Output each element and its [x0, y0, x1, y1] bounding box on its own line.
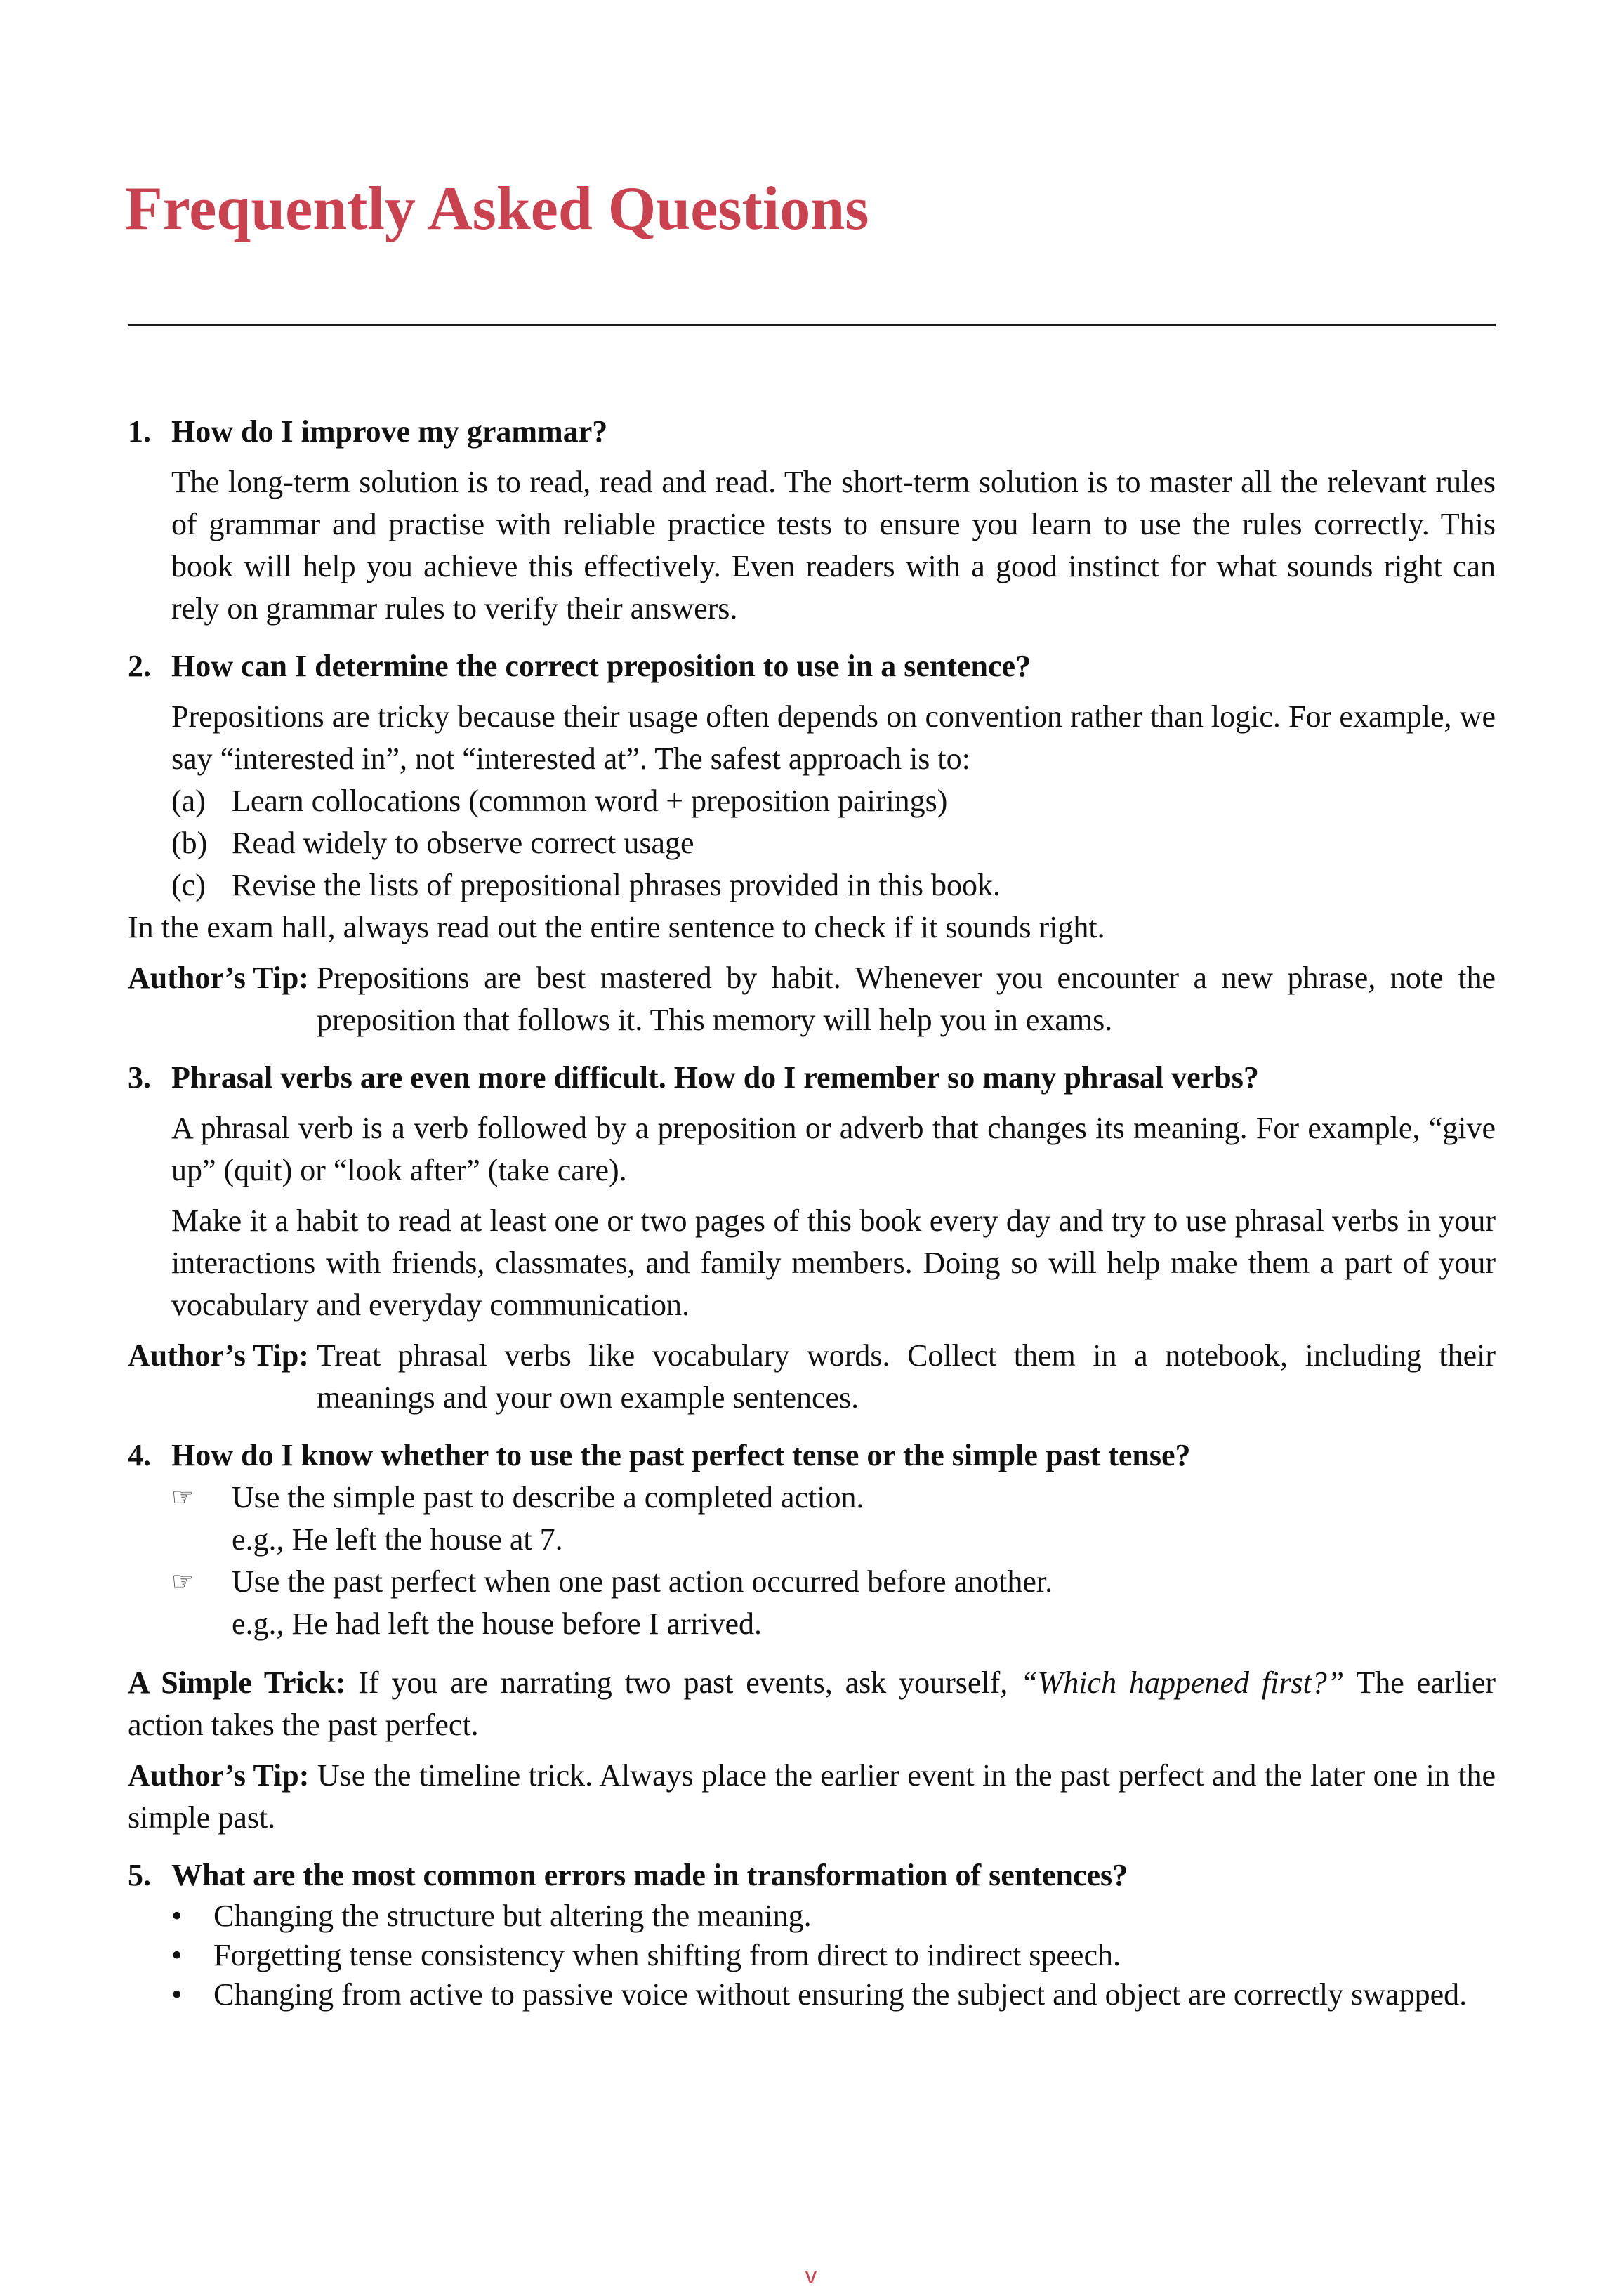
list-item	[171, 864, 1496, 906]
list-item-label: (b)	[171, 826, 208, 860]
bullet-icon: •	[171, 1938, 183, 1972]
list-item-label: (c)	[171, 868, 206, 902]
tip-label: Author’s Tip:	[128, 1338, 317, 1373]
point-text: Use the simple past to describe a completed action.	[232, 1480, 864, 1515]
authors-tip	[128, 1335, 1496, 1419]
bullet-icon: •	[171, 1899, 183, 1933]
answer-2: Prepositions are tricky because their usage often depends on convention rather than logic. For example, we say “interested in”, not “interested at”. The safest approach is to:	[171, 699, 1496, 776]
example-sentence: e.g., He had left the house before I arrived.	[232, 1606, 763, 1641]
question-text: How do I improve my grammar?	[171, 414, 608, 449]
question-1	[128, 411, 1496, 453]
tip-text: Prepositions are best mastered by habit. Whenever you encounter a new phrase, note the preposition that follows it. This memory will help you in exams.	[316, 961, 1496, 1037]
bullet-text: Forgetting tense consistency when shifting from direct to indirect speech.	[213, 1938, 1121, 1972]
example-sentence: e.g., He left the house at 7.	[232, 1522, 563, 1557]
answer-1: The long-term solution is to read, read and read. The short-term solution is to master all the relevant rules of grammar and practise with reliable practice tests to ensure you learn to use the rules correctly. This book will help you achieve this effectively. Even readers with a good instinct for what sounds right can rely on grammar rules to verify their answers.	[171, 465, 1496, 626]
question-3	[128, 1057, 1496, 1099]
authors-tip	[128, 957, 1496, 1041]
answer-2-note: In the exam hall, always read out the entire sentence to check if it sounds right.	[128, 910, 1105, 944]
question-2	[128, 645, 1496, 687]
list-item	[171, 1896, 1496, 1936]
list-item-label: (a)	[171, 784, 206, 818]
tip-label: Author’s Tip:	[128, 961, 317, 995]
trick-text: If you are narrating two past events, ask yourself,	[345, 1665, 1021, 1700]
question-number: 5.	[128, 1858, 151, 1892]
list-item	[171, 1975, 1496, 2014]
question-text: How can I determine the correct preposition to use in a sentence?	[171, 649, 1031, 683]
authors-tip	[128, 1755, 1496, 1839]
point-text: Use the past perfect when one past action occurred before another.	[232, 1564, 1053, 1599]
question-number: 4.	[128, 1438, 151, 1472]
list-item	[171, 1477, 1496, 1519]
pointing-hand-icon: ☞	[171, 1483, 194, 1512]
list-item	[171, 1936, 1496, 1975]
page-number: v	[805, 2262, 817, 2289]
list-item-text: Revise the lists of prepositional phrases provided in this book.	[232, 868, 1001, 902]
question-4	[128, 1434, 1496, 1477]
faq-list	[128, 411, 1496, 2014]
trick-text-end: The earlier action takes the past perfect.	[128, 1665, 1496, 1742]
bullet-icon: •	[171, 1977, 183, 2012]
simple-trick	[128, 1662, 1496, 1746]
answer-3-definition: A phrasal verb is a verb followed by a preposition or adverb that changes its meaning. For example, “give up” (quit) or “look after” (take care).	[171, 1111, 1496, 1187]
question-number: 1.	[128, 414, 151, 449]
list-item-text: Learn collocations (common word + preposition pairings)	[232, 784, 948, 818]
question-number: 3.	[128, 1060, 151, 1095]
question-text: What are the most common errors made in transformation of sentences?	[171, 1858, 1128, 1892]
pointing-hand-icon: ☞	[171, 1567, 194, 1596]
trick-quote: “Which happened first?”	[1020, 1665, 1345, 1700]
bullet-text: Changing the structure but altering the meaning.	[213, 1899, 812, 1933]
trick-label: A Simple Trick:	[128, 1665, 346, 1700]
bullet-text: Changing from active to passive voice without ensuring the subject and object are correctly swapped.	[213, 1977, 1468, 2012]
tip-text: Use the timeline trick. Always place the earlier event in the past perfect and the later one in the simple past.	[128, 1758, 1496, 1835]
list-item-text: Read widely to observe correct usage	[232, 826, 694, 860]
answer-3-advice: Make it a habit to read at least one or two pages of this book every day and try to use phrasal verbs in your interactions with friends, classmates, and family members. Doing so will help make them a part of your vocabulary and everyday communication.	[171, 1203, 1496, 1322]
tip-text: Treat phrasal verbs like vocabulary words. Collect them in a notebook, including their meanings and your own example sentences.	[316, 1338, 1496, 1415]
list-item	[171, 1561, 1496, 1603]
question-number: 2.	[128, 649, 151, 683]
list-item	[171, 780, 1496, 822]
list-item	[171, 822, 1496, 864]
title-divider	[128, 324, 1496, 326]
question-text: How do I know whether to use the past perfect tense or the simple past tense?	[171, 1438, 1191, 1472]
tip-label: Author’s Tip:	[128, 1758, 310, 1793]
question-5	[128, 1854, 1496, 1896]
question-text: Phrasal verbs are even more difficult. How do I remember so many phrasal verbs?	[171, 1060, 1259, 1095]
page-title: Frequently Asked Questions	[125, 175, 869, 243]
